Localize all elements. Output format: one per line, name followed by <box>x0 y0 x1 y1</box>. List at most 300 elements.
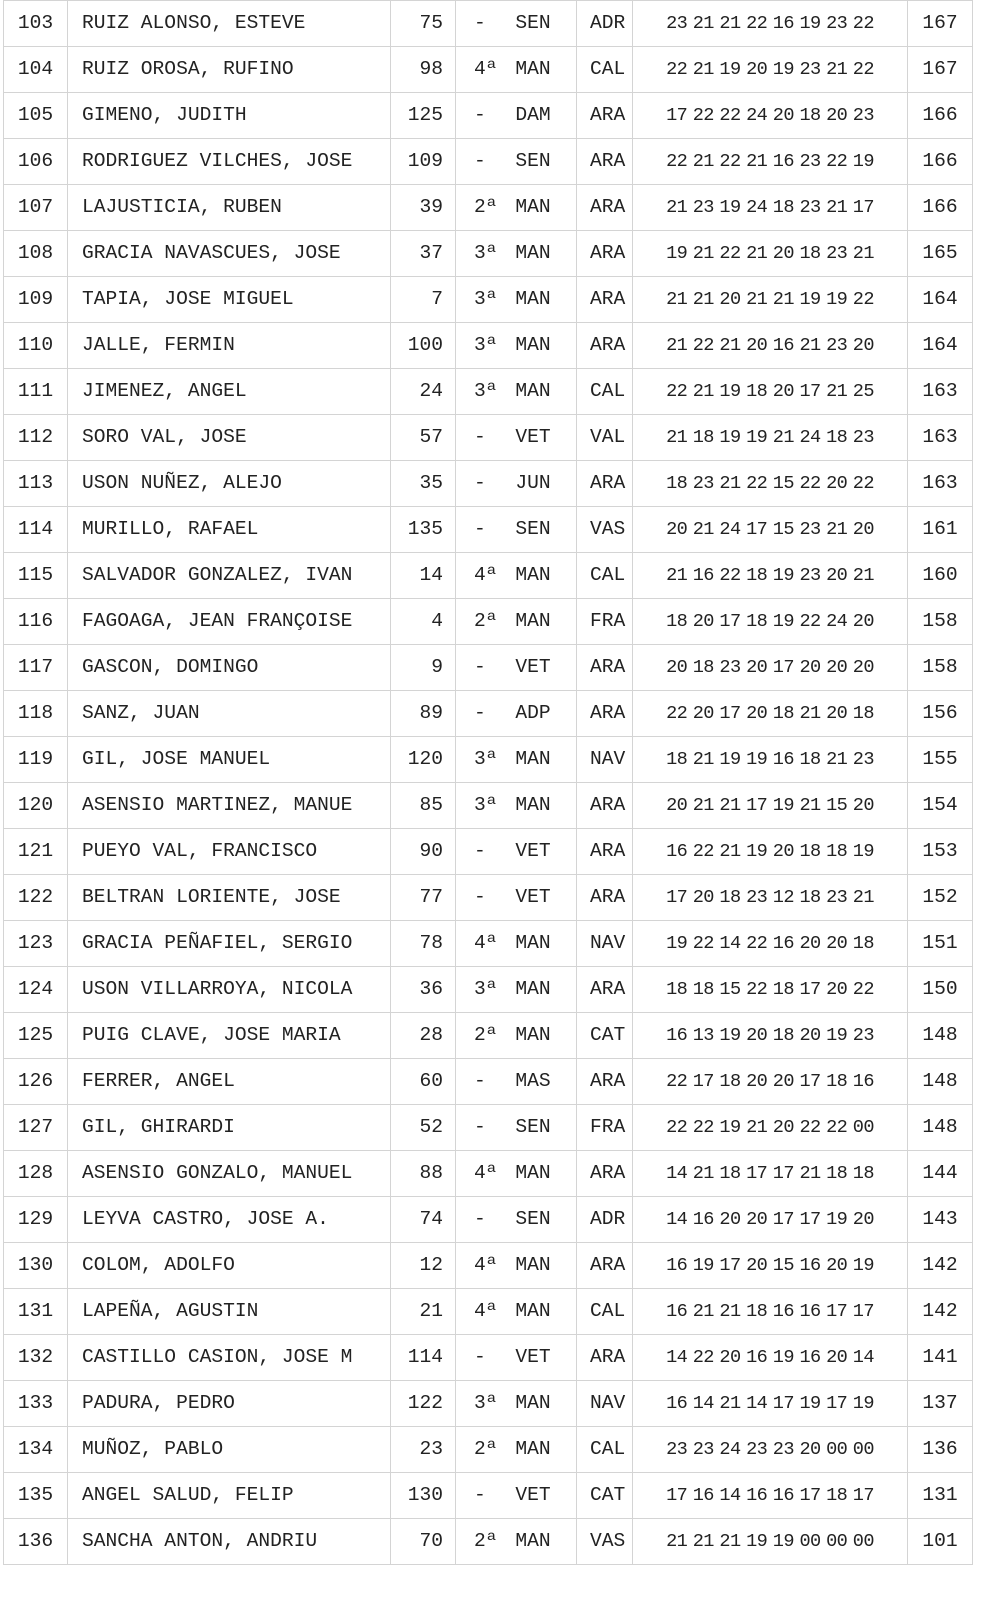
grade-label: - <box>474 104 486 126</box>
age-category-label: MAN <box>515 1300 551 1322</box>
results-table-body <box>4 1 973 1565</box>
category-cell <box>456 599 577 645</box>
bib-number-cell: 21 <box>391 1289 456 1335</box>
grade-label: 4ª <box>474 1254 498 1276</box>
category-cell <box>456 369 577 415</box>
age-category-label: MAN <box>515 196 551 218</box>
grade-label: 3ª <box>474 288 498 310</box>
position-cell: 116 <box>4 599 68 645</box>
club-cell: NAV <box>577 1381 633 1427</box>
bib-number-cell: 52 <box>391 1105 456 1151</box>
category-cell <box>456 783 577 829</box>
position-cell: 131 <box>4 1289 68 1335</box>
total-score-cell: 150 <box>908 967 973 1013</box>
round-scores-cell: 18 21 19 19 16 18 21 23 <box>633 737 908 783</box>
table-row <box>4 93 973 139</box>
category-cell <box>456 185 577 231</box>
category-cell <box>456 645 577 691</box>
club-cell: VAL <box>577 415 633 461</box>
grade-label: 2ª <box>474 610 498 632</box>
grade-label: 3ª <box>474 380 498 402</box>
age-category-label: SEN <box>515 12 551 34</box>
total-score-cell: 156 <box>908 691 973 737</box>
total-score-cell: 137 <box>908 1381 973 1427</box>
position-cell: 126 <box>4 1059 68 1105</box>
total-score-cell: 131 <box>908 1473 973 1519</box>
round-scores-cell: 16 14 21 14 17 19 17 19 <box>633 1381 908 1427</box>
club-cell: FRA <box>577 599 633 645</box>
position-cell: 130 <box>4 1243 68 1289</box>
grade-label: - <box>474 886 486 908</box>
competitor-name-cell: JIMENEZ, ANGEL <box>68 369 391 415</box>
club-cell: ARA <box>577 783 633 829</box>
category-cell <box>456 507 577 553</box>
age-category-label: SEN <box>515 1208 551 1230</box>
age-category-label: VET <box>515 1346 551 1368</box>
age-category-label: MAN <box>515 1024 551 1046</box>
table-row <box>4 1335 973 1381</box>
round-scores-cell: 19 22 14 22 16 20 20 18 <box>633 921 908 967</box>
competitor-name-cell: SALVADOR GONZALEZ, IVAN <box>68 553 391 599</box>
category-cell <box>456 93 577 139</box>
total-score-cell: 155 <box>908 737 973 783</box>
round-scores-cell: 21 18 19 19 21 24 18 23 <box>633 415 908 461</box>
category-cell <box>456 967 577 1013</box>
bib-number-cell: 125 <box>391 93 456 139</box>
age-category-label: ADP <box>515 702 551 724</box>
category-cell <box>456 323 577 369</box>
bib-number-cell: 109 <box>391 139 456 185</box>
bib-number-cell: 78 <box>391 921 456 967</box>
grade-label: - <box>474 426 486 448</box>
category-cell <box>456 1197 577 1243</box>
competitor-name-cell: JALLE, FERMIN <box>68 323 391 369</box>
table-row <box>4 599 973 645</box>
club-cell: CAT <box>577 1013 633 1059</box>
table-row <box>4 1519 973 1565</box>
age-category-label: MAN <box>515 242 551 264</box>
grade-label: 2ª <box>474 1530 498 1552</box>
grade-label: - <box>474 1484 486 1506</box>
competitor-name-cell: RODRIGUEZ VILCHES, JOSE <box>68 139 391 185</box>
club-cell: ARA <box>577 967 633 1013</box>
category-cell <box>456 415 577 461</box>
club-cell: ADR <box>577 1 633 47</box>
total-score-cell: 167 <box>908 47 973 93</box>
age-category-label: MAN <box>515 334 551 356</box>
competitor-name-cell: LEYVA CASTRO, JOSE A. <box>68 1197 391 1243</box>
bib-number-cell: 88 <box>391 1151 456 1197</box>
round-scores-cell: 22 21 22 21 16 23 22 19 <box>633 139 908 185</box>
bib-number-cell: 9 <box>391 645 456 691</box>
competitor-name-cell: MURILLO, RAFAEL <box>68 507 391 553</box>
grade-label: 4ª <box>474 932 498 954</box>
table-row <box>4 691 973 737</box>
position-cell: 129 <box>4 1197 68 1243</box>
age-category-label: SEN <box>515 150 551 172</box>
bib-number-cell: 4 <box>391 599 456 645</box>
total-score-cell: 141 <box>908 1335 973 1381</box>
total-score-cell: 165 <box>908 231 973 277</box>
round-scores-cell: 21 22 21 20 16 21 23 20 <box>633 323 908 369</box>
position-cell: 134 <box>4 1427 68 1473</box>
age-category-label: VET <box>515 656 551 678</box>
club-cell: NAV <box>577 921 633 967</box>
bib-number-cell: 98 <box>391 47 456 93</box>
table-row <box>4 231 973 277</box>
bib-number-cell: 36 <box>391 967 456 1013</box>
position-cell: 107 <box>4 185 68 231</box>
total-score-cell: 152 <box>908 875 973 921</box>
category-cell <box>456 231 577 277</box>
grade-label: 4ª <box>474 58 498 80</box>
bib-number-cell: 28 <box>391 1013 456 1059</box>
category-cell <box>456 875 577 921</box>
position-cell: 121 <box>4 829 68 875</box>
category-cell <box>456 1289 577 1335</box>
round-scores-cell: 22 22 19 21 20 22 22 00 <box>633 1105 908 1151</box>
position-cell: 120 <box>4 783 68 829</box>
bib-number-cell: 74 <box>391 1197 456 1243</box>
round-scores-cell: 21 21 21 19 19 00 00 00 <box>633 1519 908 1565</box>
club-cell: CAL <box>577 553 633 599</box>
round-scores-cell: 17 20 18 23 12 18 23 21 <box>633 875 908 921</box>
category-cell <box>456 1519 577 1565</box>
competitor-name-cell: ASENSIO GONZALO, MANUEL <box>68 1151 391 1197</box>
club-cell: VAS <box>577 1519 633 1565</box>
club-cell: CAT <box>577 1473 633 1519</box>
bib-number-cell: 130 <box>391 1473 456 1519</box>
grade-label: 4ª <box>474 1300 498 1322</box>
round-scores-cell: 18 20 17 18 19 22 24 20 <box>633 599 908 645</box>
club-cell: ARA <box>577 875 633 921</box>
age-category-label: MAN <box>515 610 551 632</box>
competitor-name-cell: SORO VAL, JOSE <box>68 415 391 461</box>
competitor-name-cell: GASCON, DOMINGO <box>68 645 391 691</box>
category-cell <box>456 461 577 507</box>
grade-label: - <box>474 840 486 862</box>
club-cell: ARA <box>577 277 633 323</box>
club-cell: ARA <box>577 185 633 231</box>
category-cell <box>456 1243 577 1289</box>
age-category-label: MAN <box>515 932 551 954</box>
age-category-label: MAN <box>515 978 551 1000</box>
competitor-name-cell: FAGOAGA, JEAN FRANÇOISE <box>68 599 391 645</box>
total-score-cell: 163 <box>908 461 973 507</box>
table-row <box>4 1243 973 1289</box>
bib-number-cell: 122 <box>391 1381 456 1427</box>
age-category-label: VET <box>515 426 551 448</box>
grade-label: 3ª <box>474 334 498 356</box>
club-cell: CAL <box>577 1289 633 1335</box>
age-category-label: VET <box>515 1484 551 1506</box>
club-cell: ARA <box>577 1243 633 1289</box>
category-cell <box>456 1013 577 1059</box>
table-row <box>4 1013 973 1059</box>
competitor-name-cell: GIMENO, JUDITH <box>68 93 391 139</box>
bib-number-cell: 39 <box>391 185 456 231</box>
grade-label: - <box>474 1070 486 1092</box>
category-cell <box>456 737 577 783</box>
total-score-cell: 153 <box>908 829 973 875</box>
competitor-name-cell: GIL, GHIRARDI <box>68 1105 391 1151</box>
total-score-cell: 164 <box>908 323 973 369</box>
grade-label: - <box>474 150 486 172</box>
total-score-cell: 163 <box>908 415 973 461</box>
club-cell: ARA <box>577 93 633 139</box>
table-row <box>4 1105 973 1151</box>
total-score-cell: 164 <box>908 277 973 323</box>
bib-number-cell: 35 <box>391 461 456 507</box>
total-score-cell: 166 <box>908 93 973 139</box>
category-cell <box>456 691 577 737</box>
category-cell <box>456 829 577 875</box>
grade-label: 3ª <box>474 794 498 816</box>
age-category-label: MAN <box>515 1254 551 1276</box>
table-row <box>4 553 973 599</box>
grade-label: - <box>474 518 486 540</box>
position-cell: 122 <box>4 875 68 921</box>
club-cell: ARA <box>577 645 633 691</box>
round-scores-cell: 23 23 24 23 23 20 00 00 <box>633 1427 908 1473</box>
category-cell <box>456 553 577 599</box>
competitor-name-cell: CASTILLO CASION, JOSE M <box>68 1335 391 1381</box>
position-cell: 132 <box>4 1335 68 1381</box>
competitor-name-cell: ANGEL SALUD, FELIP <box>68 1473 391 1519</box>
round-scores-cell: 22 17 18 20 20 17 18 16 <box>633 1059 908 1105</box>
grade-label: 2ª <box>474 1438 498 1460</box>
bib-number-cell: 100 <box>391 323 456 369</box>
competitor-name-cell: RUIZ OROSA, RUFINO <box>68 47 391 93</box>
round-scores-cell: 20 21 21 17 19 21 15 20 <box>633 783 908 829</box>
total-score-cell: 154 <box>908 783 973 829</box>
competitor-name-cell: USON VILLARROYA, NICOLA <box>68 967 391 1013</box>
bib-number-cell: 77 <box>391 875 456 921</box>
position-cell: 127 <box>4 1105 68 1151</box>
total-score-cell: 167 <box>908 1 973 47</box>
club-cell: VAS <box>577 507 633 553</box>
category-cell <box>456 139 577 185</box>
table-row <box>4 139 973 185</box>
total-score-cell: 101 <box>908 1519 973 1565</box>
club-cell: CAL <box>577 47 633 93</box>
table-row <box>4 645 973 691</box>
total-score-cell: 143 <box>908 1197 973 1243</box>
age-category-label: VET <box>515 886 551 908</box>
bib-number-cell: 60 <box>391 1059 456 1105</box>
category-cell <box>456 1381 577 1427</box>
age-category-label: MAN <box>515 1530 551 1552</box>
competitor-name-cell: GIL, JOSE MANUEL <box>68 737 391 783</box>
club-cell: CAL <box>577 369 633 415</box>
bib-number-cell: 120 <box>391 737 456 783</box>
club-cell: CAL <box>577 1427 633 1473</box>
category-cell <box>456 277 577 323</box>
table-row <box>4 369 973 415</box>
table-row <box>4 1289 973 1335</box>
table-row <box>4 967 973 1013</box>
competitor-name-cell: LAJUSTICIA, RUBEN <box>68 185 391 231</box>
position-cell: 103 <box>4 1 68 47</box>
round-scores-cell: 18 23 21 22 15 22 20 22 <box>633 461 908 507</box>
table-row <box>4 507 973 553</box>
age-category-label: MAN <box>515 1162 551 1184</box>
round-scores-cell: 17 16 14 16 16 17 18 17 <box>633 1473 908 1519</box>
category-cell <box>456 1473 577 1519</box>
club-cell: ARA <box>577 1059 633 1105</box>
table-row <box>4 415 973 461</box>
position-cell: 136 <box>4 1519 68 1565</box>
round-scores-cell: 16 13 19 20 18 20 19 23 <box>633 1013 908 1059</box>
bib-number-cell: 89 <box>391 691 456 737</box>
bib-number-cell: 90 <box>391 829 456 875</box>
position-cell: 135 <box>4 1473 68 1519</box>
grade-label: - <box>474 1208 486 1230</box>
position-cell: 114 <box>4 507 68 553</box>
position-cell: 119 <box>4 737 68 783</box>
total-score-cell: 166 <box>908 185 973 231</box>
table-row <box>4 47 973 93</box>
round-scores-cell: 21 21 20 21 21 19 19 22 <box>633 277 908 323</box>
club-cell: ARA <box>577 323 633 369</box>
competitor-name-cell: GRACIA NAVASCUES, JOSE <box>68 231 391 277</box>
competitor-name-cell: LAPEÑA, AGUSTIN <box>68 1289 391 1335</box>
age-category-label: MAN <box>515 748 551 770</box>
position-cell: 124 <box>4 967 68 1013</box>
category-cell <box>456 1105 577 1151</box>
grade-label: - <box>474 1116 486 1138</box>
club-cell: ARA <box>577 139 633 185</box>
round-scores-cell: 19 21 22 21 20 18 23 21 <box>633 231 908 277</box>
round-scores-cell: 18 18 15 22 18 17 20 22 <box>633 967 908 1013</box>
position-cell: 128 <box>4 1151 68 1197</box>
grade-label: - <box>474 1346 486 1368</box>
competitor-name-cell: ASENSIO MARTINEZ, MANUE <box>68 783 391 829</box>
position-cell: 115 <box>4 553 68 599</box>
competitor-name-cell: PUEYO VAL, FRANCISCO <box>68 829 391 875</box>
total-score-cell: 166 <box>908 139 973 185</box>
club-cell: ARA <box>577 1335 633 1381</box>
round-scores-cell: 23 21 21 22 16 19 23 22 <box>633 1 908 47</box>
club-cell: ARA <box>577 1151 633 1197</box>
total-score-cell: 144 <box>908 1151 973 1197</box>
results-table <box>3 0 973 1565</box>
round-scores-cell: 16 19 17 20 15 16 20 19 <box>633 1243 908 1289</box>
bib-number-cell: 114 <box>391 1335 456 1381</box>
total-score-cell: 163 <box>908 369 973 415</box>
round-scores-cell: 22 21 19 18 20 17 21 25 <box>633 369 908 415</box>
competitor-name-cell: TAPIA, JOSE MIGUEL <box>68 277 391 323</box>
grade-label: 4ª <box>474 1162 498 1184</box>
table-row <box>4 323 973 369</box>
grade-label: - <box>474 12 486 34</box>
total-score-cell: 142 <box>908 1289 973 1335</box>
competitor-name-cell: COLOM, ADOLFO <box>68 1243 391 1289</box>
grade-label: 3ª <box>474 1392 498 1414</box>
total-score-cell: 158 <box>908 599 973 645</box>
position-cell: 110 <box>4 323 68 369</box>
competitor-name-cell: MUÑOZ, PABLO <box>68 1427 391 1473</box>
grade-label: - <box>474 472 486 494</box>
table-row <box>4 1197 973 1243</box>
club-cell: ARA <box>577 231 633 277</box>
round-scores-cell: 21 16 22 18 19 23 20 21 <box>633 553 908 599</box>
position-cell: 111 <box>4 369 68 415</box>
total-score-cell: 148 <box>908 1105 973 1151</box>
age-category-label: JUN <box>515 472 551 494</box>
table-row <box>4 1151 973 1197</box>
round-scores-cell: 20 18 23 20 17 20 20 20 <box>633 645 908 691</box>
round-scores-cell: 20 21 24 17 15 23 21 20 <box>633 507 908 553</box>
table-row <box>4 829 973 875</box>
table-row <box>4 875 973 921</box>
bib-number-cell: 12 <box>391 1243 456 1289</box>
round-scores-cell: 14 21 18 17 17 21 18 18 <box>633 1151 908 1197</box>
position-cell: 108 <box>4 231 68 277</box>
position-cell: 117 <box>4 645 68 691</box>
table-row <box>4 1473 973 1519</box>
position-cell: 106 <box>4 139 68 185</box>
competitor-name-cell: GRACIA PEÑAFIEL, SERGIO <box>68 921 391 967</box>
bib-number-cell: 7 <box>391 277 456 323</box>
competitor-name-cell: PADURA, PEDRO <box>68 1381 391 1427</box>
table-row <box>4 1059 973 1105</box>
club-cell: ARA <box>577 691 633 737</box>
competitor-name-cell: FERRER, ANGEL <box>68 1059 391 1105</box>
table-row <box>4 1381 973 1427</box>
age-category-label: MAS <box>515 1070 551 1092</box>
total-score-cell: 142 <box>908 1243 973 1289</box>
grade-label: 2ª <box>474 1024 498 1046</box>
bib-number-cell: 37 <box>391 231 456 277</box>
category-cell <box>456 1335 577 1381</box>
competitor-name-cell: PUIG CLAVE, JOSE MARIA <box>68 1013 391 1059</box>
age-category-label: SEN <box>515 1116 551 1138</box>
age-category-label: DAM <box>515 104 551 126</box>
round-scores-cell: 14 16 20 20 17 17 19 20 <box>633 1197 908 1243</box>
table-row <box>4 277 973 323</box>
position-cell: 123 <box>4 921 68 967</box>
competitor-name-cell: RUIZ ALONSO, ESTEVE <box>68 1 391 47</box>
round-scores-cell: 22 20 17 20 18 21 20 18 <box>633 691 908 737</box>
grade-label: 2ª <box>474 196 498 218</box>
total-score-cell: 161 <box>908 507 973 553</box>
age-category-label: MAN <box>515 794 551 816</box>
round-scores-cell: 14 22 20 16 19 16 20 14 <box>633 1335 908 1381</box>
round-scores-cell: 16 21 21 18 16 16 17 17 <box>633 1289 908 1335</box>
bib-number-cell: 135 <box>391 507 456 553</box>
round-scores-cell: 16 22 21 19 20 18 18 19 <box>633 829 908 875</box>
grade-label: 3ª <box>474 748 498 770</box>
position-cell: 104 <box>4 47 68 93</box>
table-row <box>4 1 973 47</box>
total-score-cell: 158 <box>908 645 973 691</box>
grade-label: - <box>474 702 486 724</box>
position-cell: 105 <box>4 93 68 139</box>
bib-number-cell: 57 <box>391 415 456 461</box>
club-cell: NAV <box>577 737 633 783</box>
age-category-label: SEN <box>515 518 551 540</box>
position-cell: 113 <box>4 461 68 507</box>
table-row <box>4 737 973 783</box>
competitor-name-cell: BELTRAN LORIENTE, JOSE <box>68 875 391 921</box>
age-category-label: MAN <box>515 1392 551 1414</box>
position-cell: 133 <box>4 1381 68 1427</box>
bib-number-cell: 85 <box>391 783 456 829</box>
grade-label: 3ª <box>474 978 498 1000</box>
table-row <box>4 185 973 231</box>
category-cell <box>456 1059 577 1105</box>
